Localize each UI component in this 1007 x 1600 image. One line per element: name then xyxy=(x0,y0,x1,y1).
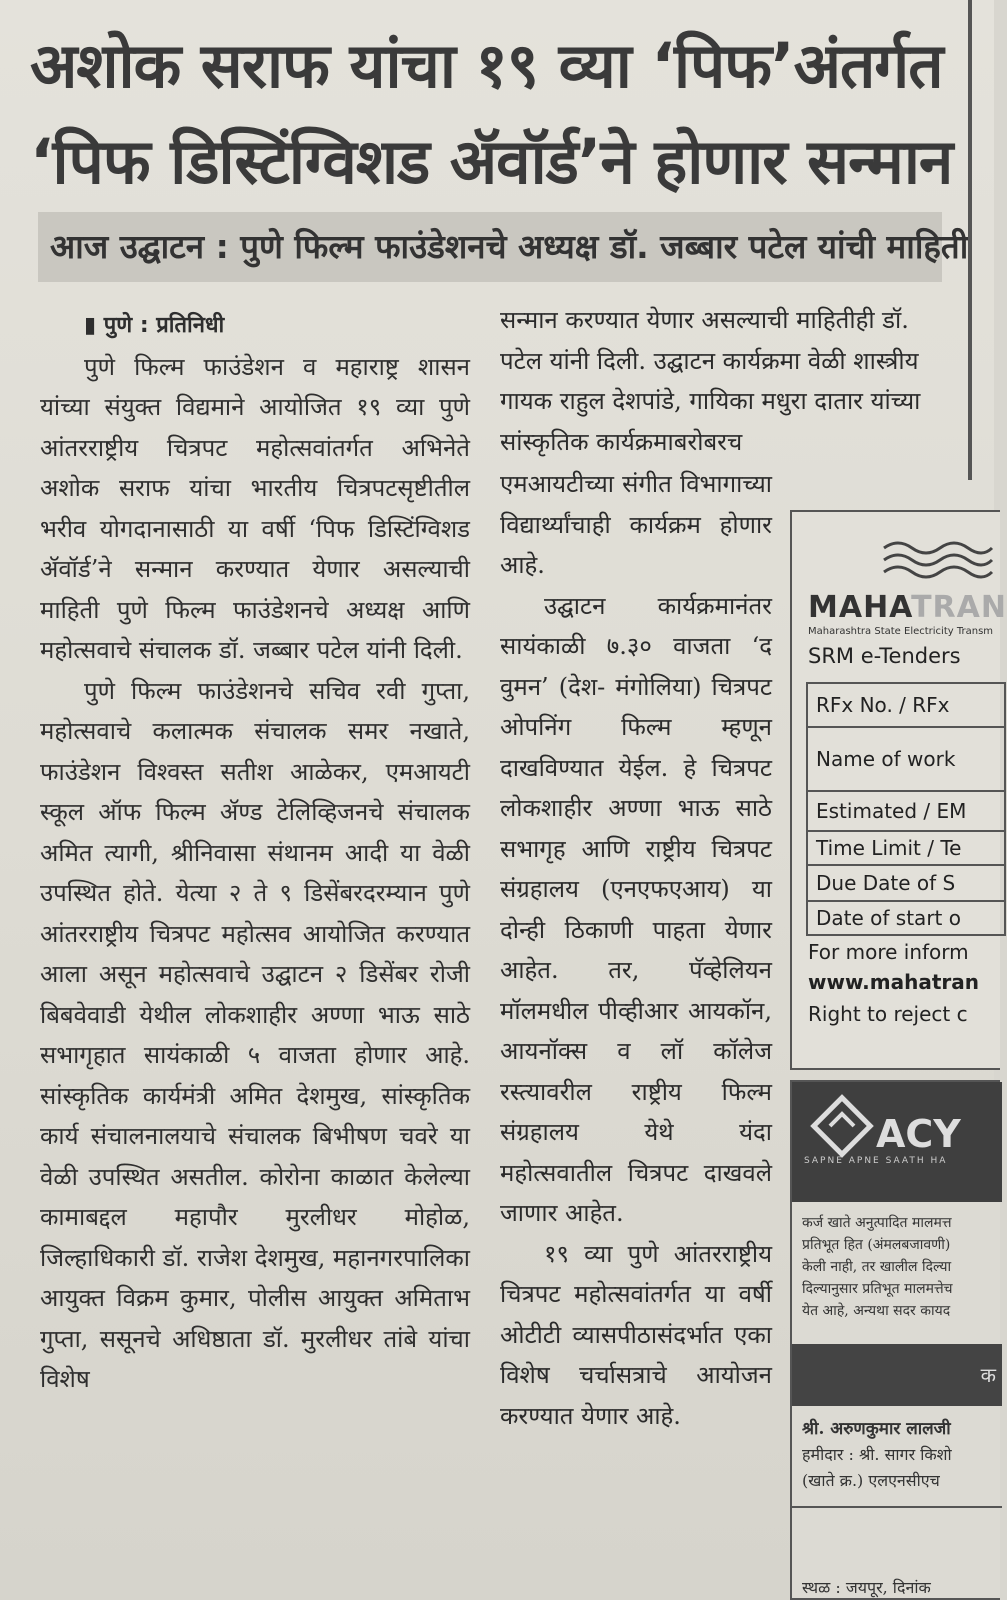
notice-band: क xyxy=(792,1344,1002,1406)
tender-row: Due Date of S xyxy=(807,865,1005,901)
article-subheadline: आज उद्घाटन : पुणे फिल्म फाउंडेशनचे अध्यक्ष डॉ. जब्बार पटेल यांची माहिती xyxy=(38,212,942,282)
notice-text: कर्ज खाते अनुत्पादित मालमत्त प्रतिभूत हित (अंमलबजावणी) केली नाही, तर खालील दिल्या दिल्यानुसार प्रतिभूत मालमत्तेच येत आहे, अन्यथा सदर कायद xyxy=(802,1215,953,1319)
dateline-text: पुणे : प्रतिनिधी xyxy=(103,313,225,338)
article-headline xyxy=(30,18,960,210)
paragraph-1: पुणे फिल्म फाउंडेशन व महाराष्ट्र शासन यांच्या संयुक्त विद्यमाने आयोजित १९ व्या पुणे आंतरराष्ट्रीय चित्रपट महोत्सवांतर्गत अभिनेते अशोक सराफ यांचा भारतीय चित्रपटसृष्टीतील भरीव योगदानासाठी या वर्षी ‘पिफ डिस्टिंग्विशड ॲवॉर्ड’ने सन्मान करण्यात येणार असल्याची माहिती पुणे फिल्म फाउंडेशनचे अध्यक्ष आणि महोत्सवाचे संचालक डॉ. जब्बार पटेल यांनी दिली. xyxy=(40,352,470,664)
waves-icon xyxy=(882,536,992,582)
ad-title: SRM e-Tenders xyxy=(808,644,961,668)
mahatransco-logo: MAHATRAN xyxy=(808,590,1007,625)
bank-logo-icon xyxy=(812,1096,872,1156)
bank-notice-ad xyxy=(790,1080,1000,1600)
ad-footer-line: Right to reject c xyxy=(808,1002,968,1026)
mahatransco-tender-ad xyxy=(790,510,1007,1070)
ad-footer-line: For more inform xyxy=(808,940,969,964)
paragraph-2-continued: सन्मान करण्यात येणार असल्याची माहितीही डॉ. पटेल यांनी दिली. उद्घाटन कार्यक्रमा वेळी शास्त्रीय गायक राहुल देशपांडे, गायिका मधुरा दातार यांच्या सांस्कृतिक कार्यक्रमाबरोबरच xyxy=(500,306,921,456)
dateline: ▮ पुणे : प्रतिनिधी xyxy=(84,313,225,338)
tender-row: Time Limit / Te xyxy=(807,831,1005,865)
notice-place-date: स्थळ : जयपूर, दिनांक xyxy=(802,1578,931,1597)
divider xyxy=(792,1506,1002,1508)
tender-row: RFx No. / RFx xyxy=(807,683,1005,727)
tender-row: Estimated / EM xyxy=(807,791,1005,831)
headline-line-1: अशोक सराफ यांचा १९ व्या ‘पिफ’अंतर्गत xyxy=(30,29,943,102)
tender-row: Date of start o xyxy=(807,901,1005,935)
article-column-1 xyxy=(40,306,470,1400)
ad-website: www.mahatran xyxy=(808,970,979,994)
ad-tagline: Maharashtra State Electricity Transm xyxy=(808,626,994,637)
headline-line-2: ‘पिफ डिस्टिंग्विशड ॲवॉर्ड’ने होणार सन्मान xyxy=(30,125,953,198)
paragraph-4: १९ व्या पुणे आंतरराष्ट्रीय चित्रपट महोत्सवांतर्गत या वर्षी ओटीटी व्यासपीठासंदर्भात एका विशेष चर्चासत्राचे आयोजन करण्यात येणार आहे. xyxy=(500,1239,772,1430)
paragraph-2-end: एमआयटीच्या संगीत विभागाच्या विद्यार्थ्यांचाही कार्यक्रम होणार आहे. xyxy=(500,470,772,579)
article-column-2-top xyxy=(500,300,940,462)
paragraph-3: उद्घाटन कार्यक्रमानंतर सायंकाळी ७.३० वाजता ‘द वुमन’ (देश- मंगोलिया) चित्रपट ओपनिंग फिल्म म्हणून दाखविण्यात येईल. हे चित्रपट लोकशाहीर अण्णा भाऊ साठे सभागृह आणि राष्ट्रीय चित्रपट संग्रहालय (एनएफएआय) या दोन्ही ठिकाणी पाहता येणार आहेत. तर, पॅव्हेलियन मॉलमधील पीव्हीआर आयकॉन, आयनॉक्स व लॉ कॉलेज रस्त्यावरील राष्ट्रीय फिल्म संग्रहालय येथे यंदा महोत्सवातील चित्रपट दाखवले जाणार आहेत. xyxy=(500,591,772,1227)
bank-tagline: SAPNE APNE SAATH HA xyxy=(804,1156,948,1166)
column-rule xyxy=(968,0,972,480)
paragraph-2: पुणे फिल्म फाउंडेशनचे सचिव रवी गुप्ता, महोत्सवाचे कलात्मक संचालक समर नखाते, फाउंडेशन विश्वस्त सतीश आळेकर, एमआयटी स्कूल ऑफ फिल्म ॲण्ड टेलिव्हिजनचे संचालक अमित त्यागी, श्रीनिवासा संथानम आदी या वेळी उपस्थित होते. येत्या २ ते ९ डिसेंबरदरम्यान पुणे आंतरराष्ट्रीय चित्रपट महोत्सव आयोजित करण्यात आला असून महोत्सवाचे उद्घाटन २ डिसेंबर रोजी बिबवेवाडी येथील लोकशाहीर अण्णा भाऊ साठे सभागृहात सायंकाळी ५ वाजता होणार आहे. सांस्कृतिक कार्यमंत्री अमित देशमुख, सांस्कृतिक कार्य संचालनालयाचे संचालक बिभीषण चवरे या वेळी उपस्थित असतील. कोरोना काळात केलेल्या कामाबद्दल महापौर मुरलीधर मोहोळ, जिल्हाधिकारी डॉ. राजेश देशमुख, महानगरपालिका आयुक्त विक्रम कुमार, पोलीस आयुक्त अमिताभ गुप्ता, ससूनचे अधिष्ठाता डॉ. मुरलीधर तांबे यांचा विशेष xyxy=(40,676,470,1393)
tender-table xyxy=(806,682,1006,936)
article-column-2 xyxy=(500,464,772,1436)
bank-logo-text: ACY xyxy=(876,1112,961,1156)
borrower-details: श्री. अरुणकुमार लालजी हमीदार : श्री. सागर किशो (खाते क्र.) एलएनसीएच xyxy=(802,1419,952,1490)
tender-row: Name of work xyxy=(807,727,1005,791)
